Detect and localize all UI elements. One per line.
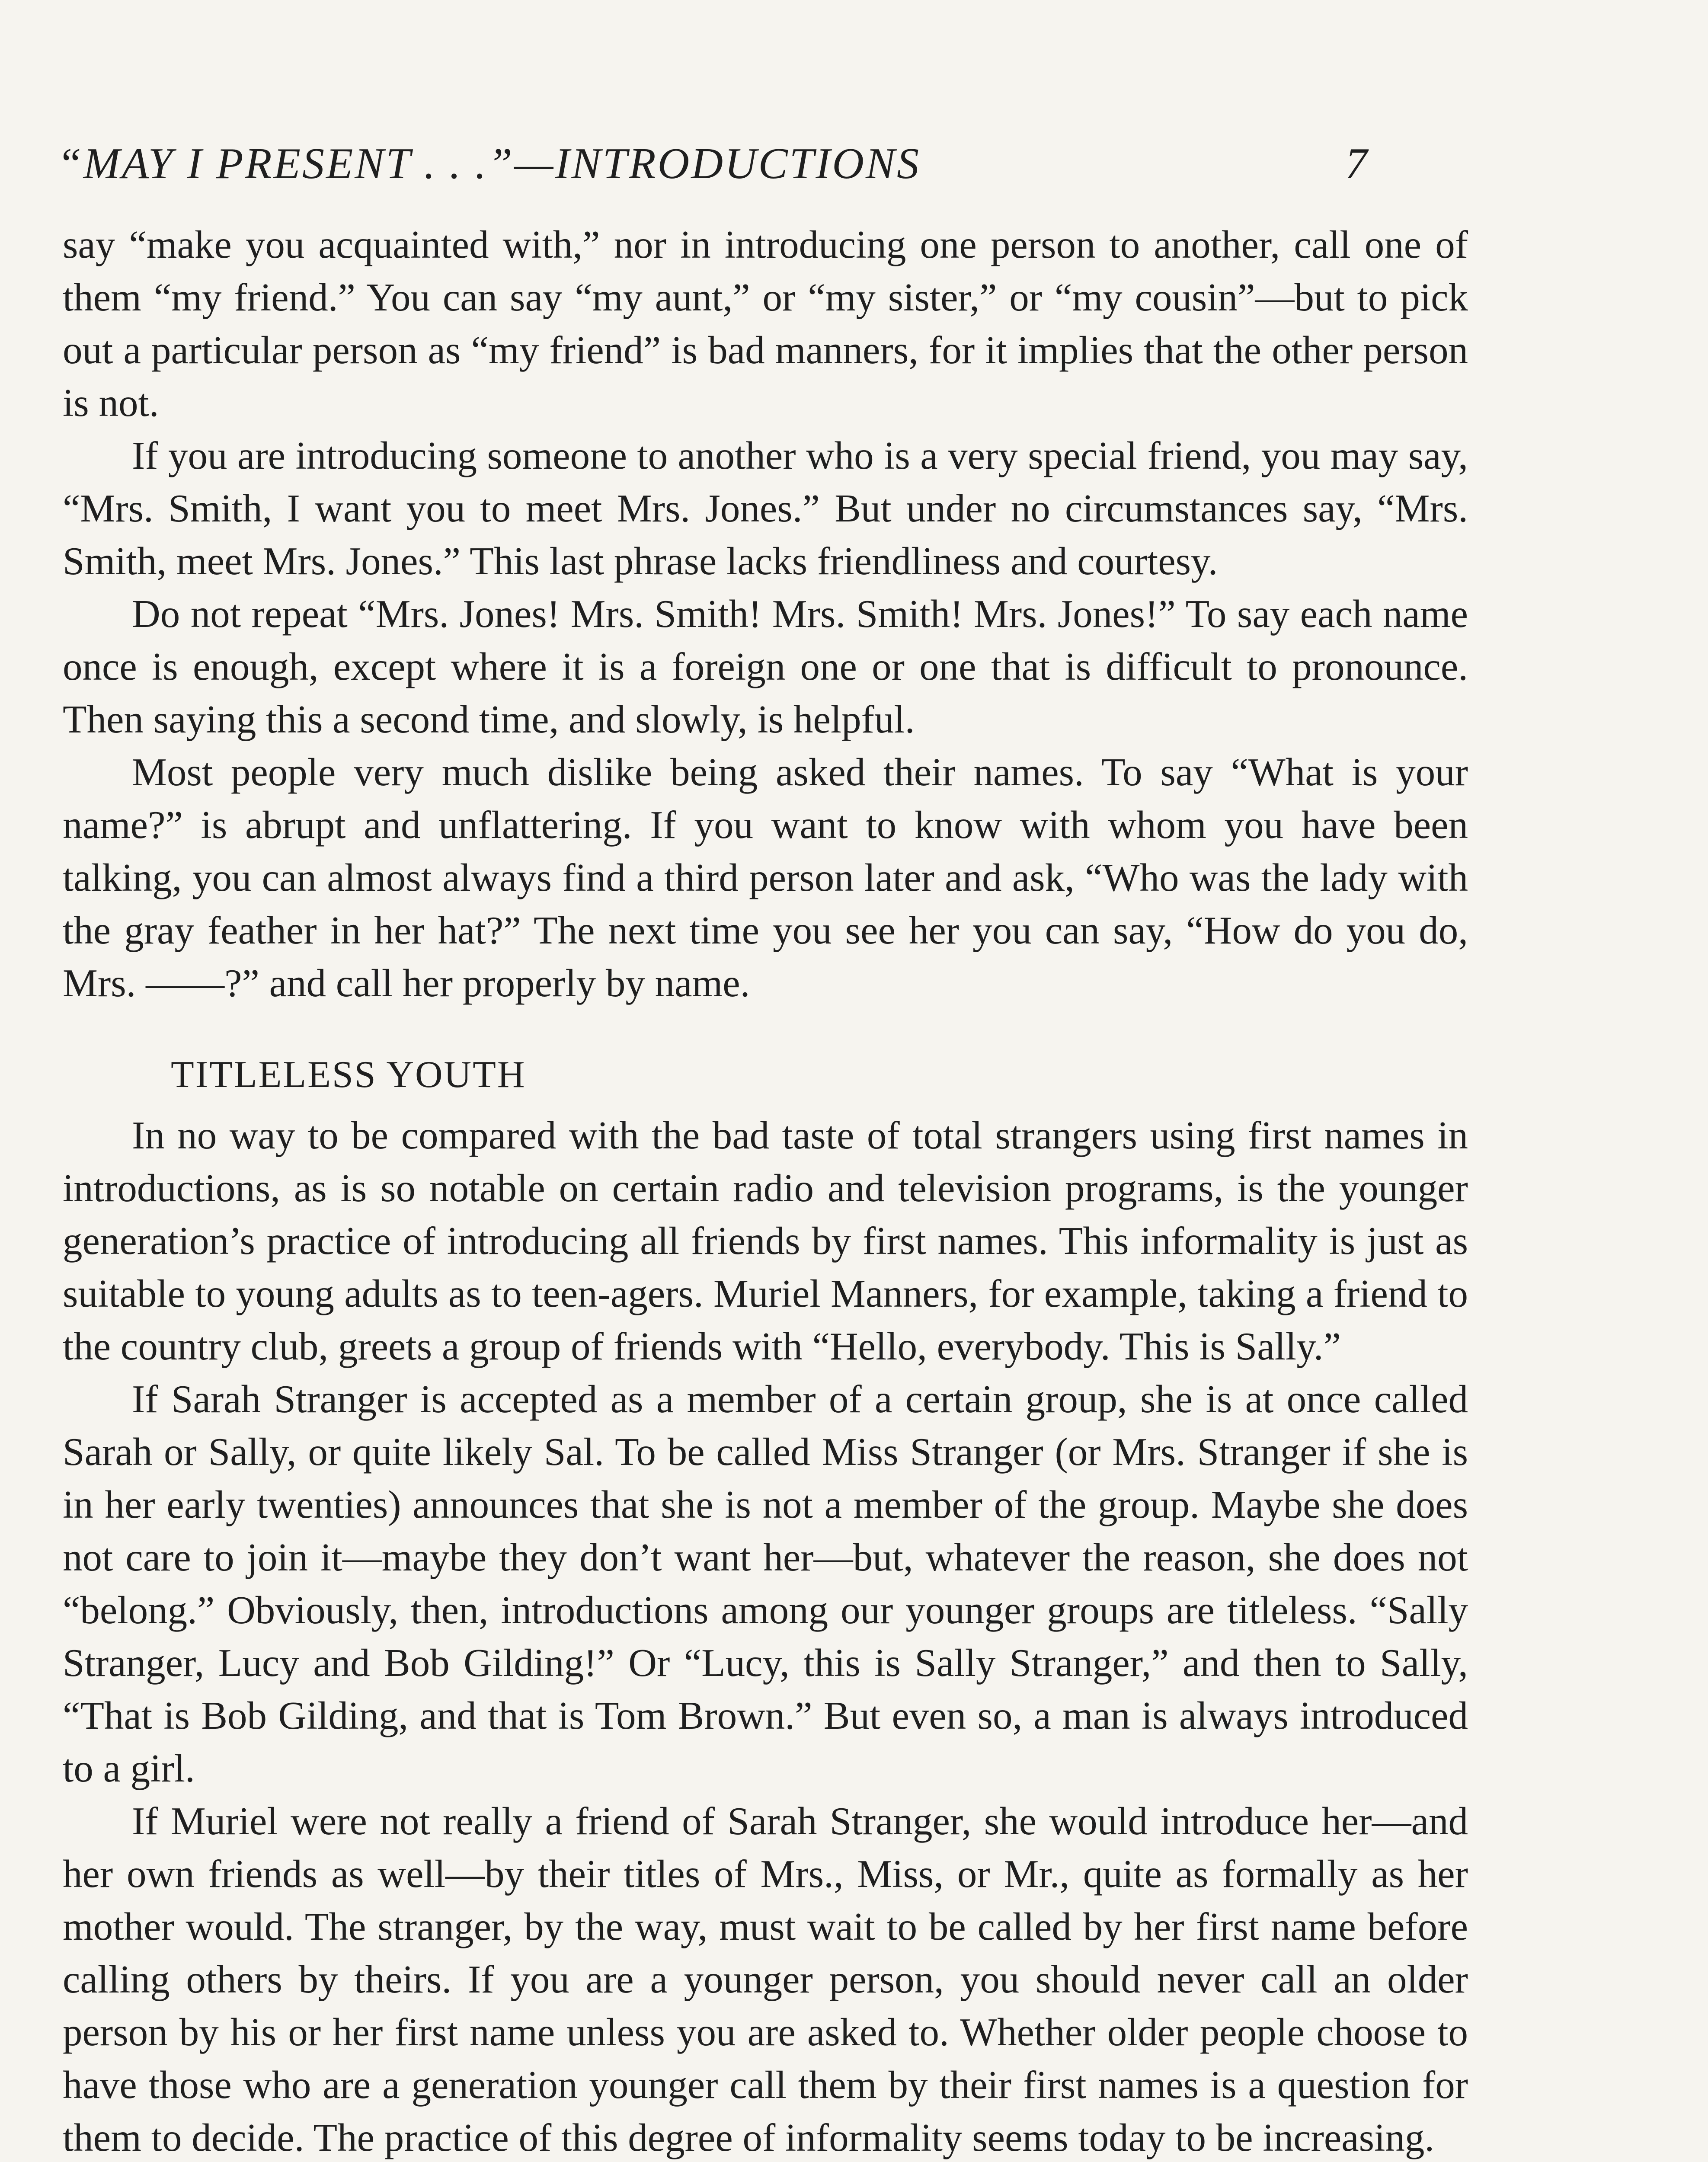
- section-paragraph: If Sarah Stranger is accepted as a member of a certain group, she is at once called Sarah or Sally, or quite likely Sal. To be called Miss Stranger (or Mrs. Stranger if she is in her early twenties) announces that she is not a member of the group. Maybe she does not care to join it—maybe they don’t want her—but, whatever the reason, she does not “belong.” Obviously, then, introductions among our younger groups are titleless. “Sally Stranger, Lucy and Bob Gilding!” Or “Lucy, this is Sally Stranger,” and then to Sally, “That is Bob Gilding, and that is Tom Brown.” But even so, a man is always introduced to a girl.: [63, 1377, 1468, 1790]
- chapter-title: “MAY I PRESENT . . .”—INTRODUCTIONS: [57, 139, 921, 188]
- paragraph: say “make you acquainted with,” nor in introducing one person to another, call one of them “my friend.” You can say “my aunt,” or “my sister,” or “my cousin”—but to pick out a particular person as “my friend” is bad manners, for it implies that the other person is not.: [63, 223, 1468, 425]
- section-paragraph: In no way to be compared with the bad taste of total strangers using first names in introductions, as is so notable on certain radio and television programs, is the younger generation’s practice of introducing all friends by first names. This informality is just as suitable to young adults as to teen-agers. Muriel Manners, for example, taking a friend to the country club, greets a group of friends with “Hello, everybody. This is Sally.”: [63, 1113, 1468, 1368]
- running-head: [57, 138, 1367, 208]
- paragraph: If you are introducing someone to another who is a very special friend, you may say, “Mrs. Smith, I want you to meet Mrs. Jones.” But under no circumstances say, “Mrs. Smith, meet Mrs. Jones.” This last phrase lacks friendliness and courtesy.: [63, 434, 1468, 583]
- section-paragraph: If Muriel were not really a friend of Sarah Stranger, she would introduce her—and her own friends as well—by their titles of Mrs., Miss, or Mr., quite as formally as her mother would. The stranger, by the way, must wait to be called by her first name before calling others by theirs. If you are a younger person, you should never call an older person by his or her first name unless you are asked to. Whether older people choose to have those who are a generation younger call them by their first names is a question for them to decide. The practice of this degree of informality seems today to be increasing.: [63, 1799, 1468, 2159]
- page-number: 7: [1345, 139, 1367, 188]
- body-text: [63, 218, 1468, 2162]
- section-heading: TITLELESS YOUTH: [171, 1054, 526, 1096]
- paragraph: Do not repeat “Mrs. Jones! Mrs. Smith! Mrs. Smith! Mrs. Jones!” To say each name once is enough, except where it is a foreign one or one that is difficult to pronounce. Then saying this a second time, and slowly, is helpful.: [63, 592, 1468, 741]
- paragraph: Most people very much dislike being asked their names. To say “What is your name?” is abrupt and unflattering. If you want to know with whom you have been talking, you can almost always find a third person later and ask, “Who was the lady with the gray feather in her hat?” The next time you see her you can say, “How do you do, Mrs. ——?” and call her properly by name.: [63, 750, 1468, 1005]
